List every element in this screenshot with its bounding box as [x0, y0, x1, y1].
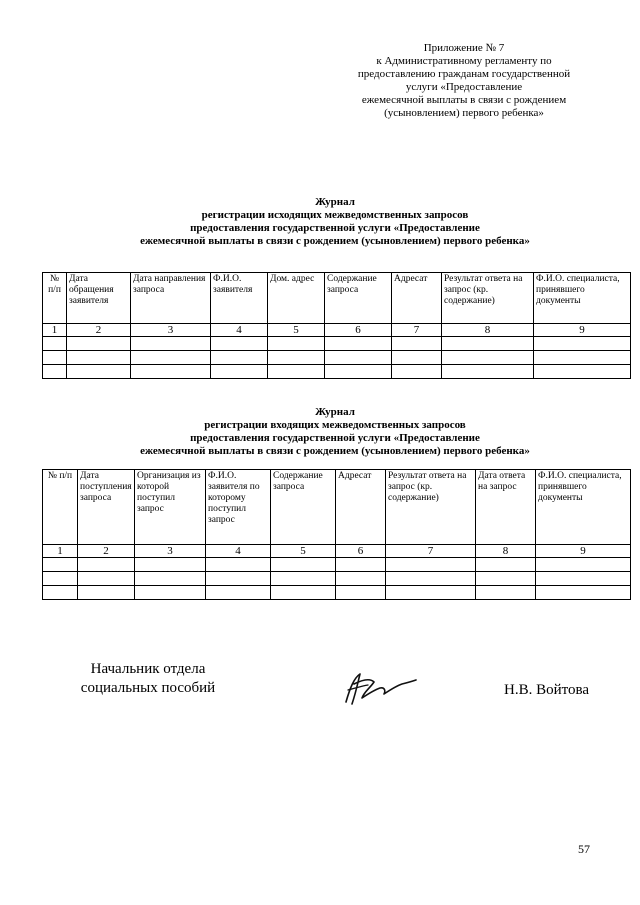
handwritten-signature — [340, 668, 420, 708]
header-cell: Результат ответа на запрос (кр. содержание) — [442, 273, 534, 324]
header-cell: Результат ответа на запрос (кр. содержание) — [386, 470, 476, 545]
signatory-position — [68, 660, 228, 698]
header-cell: Адресат — [392, 273, 442, 324]
journal-title-line: Журнал — [315, 196, 355, 208]
number-cell: 4 — [206, 545, 271, 558]
journal-title-line: предоставления государственной услуги «Предоставление — [190, 222, 480, 234]
number-cell: 9 — [536, 545, 631, 558]
header-cell: Организация из которой поступил запрос — [135, 470, 206, 545]
header-cell: Дата ответа на запрос — [476, 470, 536, 545]
incoming-requests-table — [42, 469, 631, 600]
header-cell: Дата обращения заявителя — [67, 273, 131, 324]
number-cell: 6 — [325, 324, 392, 337]
table-row — [43, 337, 631, 351]
table-number-row — [43, 324, 631, 337]
number-cell: 2 — [78, 545, 135, 558]
header-cell: Ф.И.О. заявителя по которому поступил запрос — [206, 470, 271, 545]
position-line: социальных пособий — [80, 680, 216, 696]
appendix-line: предоставлению гражданам государственной — [357, 68, 571, 80]
outgoing-requests-table — [42, 272, 631, 379]
table-row — [43, 351, 631, 365]
number-cell: 4 — [211, 324, 268, 337]
number-cell: 3 — [135, 545, 206, 558]
header-cell: № п/п — [43, 470, 78, 545]
number-cell: 8 — [442, 324, 534, 337]
number-cell: 5 — [271, 545, 336, 558]
appendix-line: ежемесячной выплаты в связи с рождением — [361, 94, 567, 106]
table-row — [43, 365, 631, 379]
table-row — [43, 572, 631, 586]
header-cell: Содержание запроса — [271, 470, 336, 545]
number-cell: 9 — [534, 324, 631, 337]
journal-incoming-title — [40, 406, 630, 458]
header-cell: Ф.И.О. заявителя — [211, 273, 268, 324]
header-cell: Дата поступления запроса — [78, 470, 135, 545]
journal-title-line: предоставления государственной услуги «Предоставление — [190, 432, 480, 444]
journal-title-line: Журнал — [315, 406, 355, 418]
table-row — [43, 558, 631, 572]
header-cell: Ф.И.О. специалиста, принявшего документы — [536, 470, 631, 545]
journal-title-line: ежемесячной выплаты в связи с рождением (усыновлением) первого ребенка» — [140, 235, 530, 247]
appendix-header — [338, 42, 590, 120]
table-header-row — [43, 273, 631, 324]
number-cell: 1 — [43, 324, 67, 337]
appendix-line: услуги «Предоставление — [405, 81, 523, 93]
number-cell: 7 — [392, 324, 442, 337]
number-cell: 8 — [476, 545, 536, 558]
journal-title-line: ежемесячной выплаты в связи с рождением (усыновлением) первого ребенка» — [140, 445, 530, 457]
signatory-name: Н.В. Войтова — [504, 682, 590, 698]
number-cell: 6 — [336, 545, 386, 558]
header-cell: № п/п — [43, 273, 67, 324]
number-cell: 5 — [268, 324, 325, 337]
table-row — [43, 586, 631, 600]
header-cell: Содержание запроса — [325, 273, 392, 324]
journal-outgoing-title — [40, 196, 630, 248]
number-cell: 2 — [67, 324, 131, 337]
appendix-line: к Административному регламенту по — [376, 55, 552, 67]
header-cell: Ф.И.О. специалиста, принявшего документы — [534, 273, 631, 324]
header-cell: Адресат — [336, 470, 386, 545]
page-number: 57 — [578, 842, 590, 856]
appendix-line: Приложение № 7 — [423, 42, 505, 54]
appendix-line: (усыновлением) первого ребенка» — [384, 107, 544, 119]
position-line: Начальник отдела — [90, 661, 206, 677]
journal-title-line: регистрации входящих межведомственных запросов — [204, 419, 466, 431]
number-cell: 1 — [43, 545, 78, 558]
number-cell: 7 — [386, 545, 476, 558]
table-header-row — [43, 470, 631, 545]
table-number-row — [43, 545, 631, 558]
journal-title-line: регистрации исходящих межведомственных запросов — [201, 209, 469, 221]
number-cell: 3 — [131, 324, 211, 337]
header-cell: Дом. адрес — [268, 273, 325, 324]
header-cell: Дата направления запроса — [131, 273, 211, 324]
